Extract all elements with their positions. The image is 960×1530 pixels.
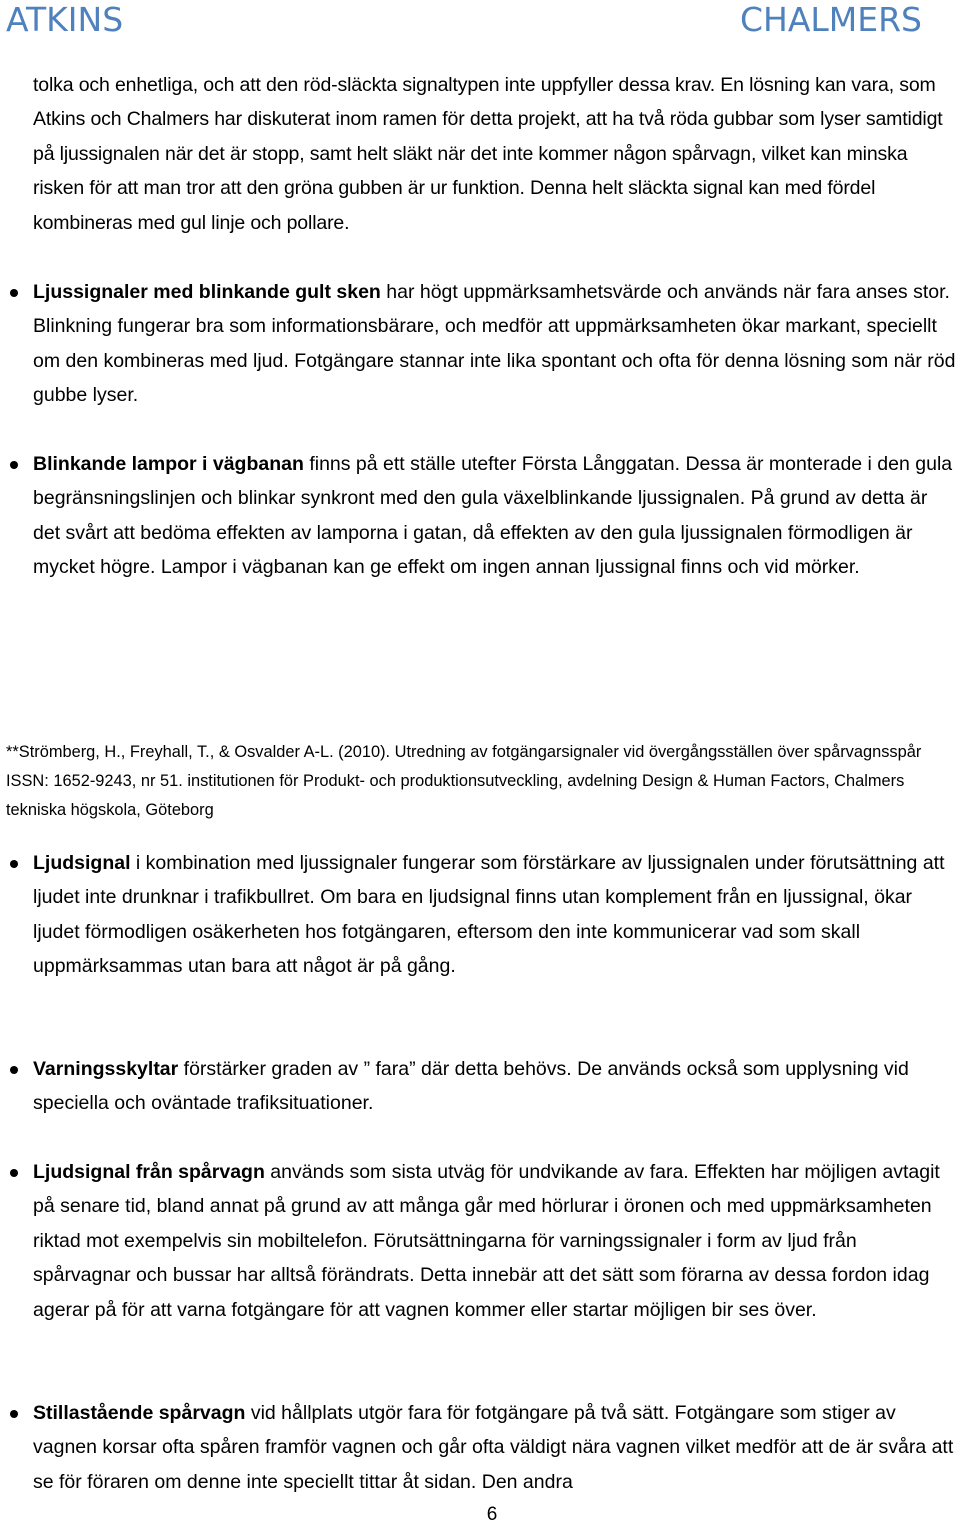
bullet-item: [33, 846, 958, 984]
bullet-icon: [10, 289, 18, 297]
bullet-icon: [10, 461, 18, 469]
bullet-term: Blinkande lampor i vägbanan: [33, 453, 304, 475]
header-logo-atkins: ATKINS: [6, 0, 124, 39]
bullet-term: Stillastående spårvagn: [33, 1402, 246, 1424]
bullet-item: [33, 275, 958, 413]
page-number: 6: [486, 1504, 498, 1525]
bullet-item: [33, 1396, 958, 1499]
intro-paragraph: tolka och enhetliga, och att den röd-släckta signaltypen inte uppfyller dessa krav. En lösning kan vara, som Atkins och Chalmers har diskuterat inom ramen för detta projekt, att ha två röda gubbar som lyser samtidigt på ljussignalen när det är stopp, samt helt släkt när det inte kommer någon spårvagn, vilket kan minska risken för att man tror att den gröna gubben är ur funktion. Denna helt släckta signal kan med fördel kombineras med gul linje och pollare.: [33, 74, 943, 234]
bullet-term: Ljussignaler med blinkande gult sken: [33, 281, 381, 303]
bullet-icon: [10, 1169, 18, 1177]
bullet-item: [33, 1052, 958, 1121]
bullet-text: har högt uppmärksamhetsvärde och används när fara anses stor. Blinkning fungerar bra som informationsbärare, och medför att uppmärksamheten ökar markant, speciellt om den kombineras med ljud. Fotgängare stannar inte lika spontant och ofta för denna lösning som när röd gubbe lyser.: [33, 281, 956, 407]
bullet-icon: [10, 1410, 18, 1418]
bullet-item: [33, 1155, 958, 1327]
bullet-text: i kombination med ljussignaler fungerar som förstärkare av ljussignalen under förutsättning att ljudet inte drunknar i trafikbullret. Om bara en ljudsignal finns utan komplement från en ljussignal, ökar ljudet förmodligen osäkerheten hos fotgängaren, eftersom den inte kommunicerar vad som skall uppmärksammas utan bara att något är på gång.: [33, 852, 945, 978]
bullet-term: Varningsskyltar: [33, 1058, 179, 1080]
bullet-text: förstärker graden av ” fara” där detta behövs. De används också som upplysning vid speciella och oväntade trafiksituationer.: [33, 1058, 909, 1115]
bullet-text: finns på ett ställe utefter Första Långgatan. Dessa är monterade i den gula begränsningslinjen och blinkar synkront med den gula växelblinkande ljussignalen. På grund av detta är det svårt att bedöma effekten av lamporna i gatan, då effekten av den gula ljussignalen förmodligen är mycket högre. Lampor i vägbanan kan ge effekt om ingen annan ljussignal finns och vid mörker.: [33, 453, 953, 579]
bullet-term: Ljudsignal från spårvagn: [33, 1161, 265, 1183]
bullet-icon: [10, 860, 18, 868]
header-logo-chalmers: CHALMERS: [739, 0, 922, 39]
bullet-icon: [10, 1066, 18, 1074]
bullet-text: vid hållplats utgör fara för fotgängare på två sätt. Fotgängare som stiger av vagnen korsar ofta spåren framför vagnen och går ofta väldigt nära vagnen vilket medför att de är svåra att se för föraren om denne inte speciellt tittar åt sidan. Den andra: [33, 1402, 954, 1493]
reference-footnote: **Strömberg, H., Freyhall, T., & Osvalder A-L. (2010). Utredning av fotgängarsignaler vid övergångsställen över spårvagnsspår ISSN: 1652-9243, nr 51. institutionen för Produkt- och produktionsutveckling, avdelning Design & Human Factors, Chalmers tekniska högskola, Göteborg: [6, 743, 922, 819]
bullet-text: används som sista utväg för undvikande av fara. Effekten har möjligen avtagit på senare tid, bland annat på grund av att många går med hörlurar i öronen och med uppmärksamheten riktad mot exempelvis sin mobiltelefon. Förutsättningarna för varningssignaler i form av ljud från spårvagnar och bussar har alltså förändrats. Detta innebär att det sätt som förarna av dessa fordon idag agerar på för att varna fotgängare för att vagnen kommer eller startar möjligen bir ses över.: [33, 1161, 940, 1321]
bullet-term: Ljudsignal: [33, 852, 131, 874]
bullet-item: [33, 447, 958, 585]
